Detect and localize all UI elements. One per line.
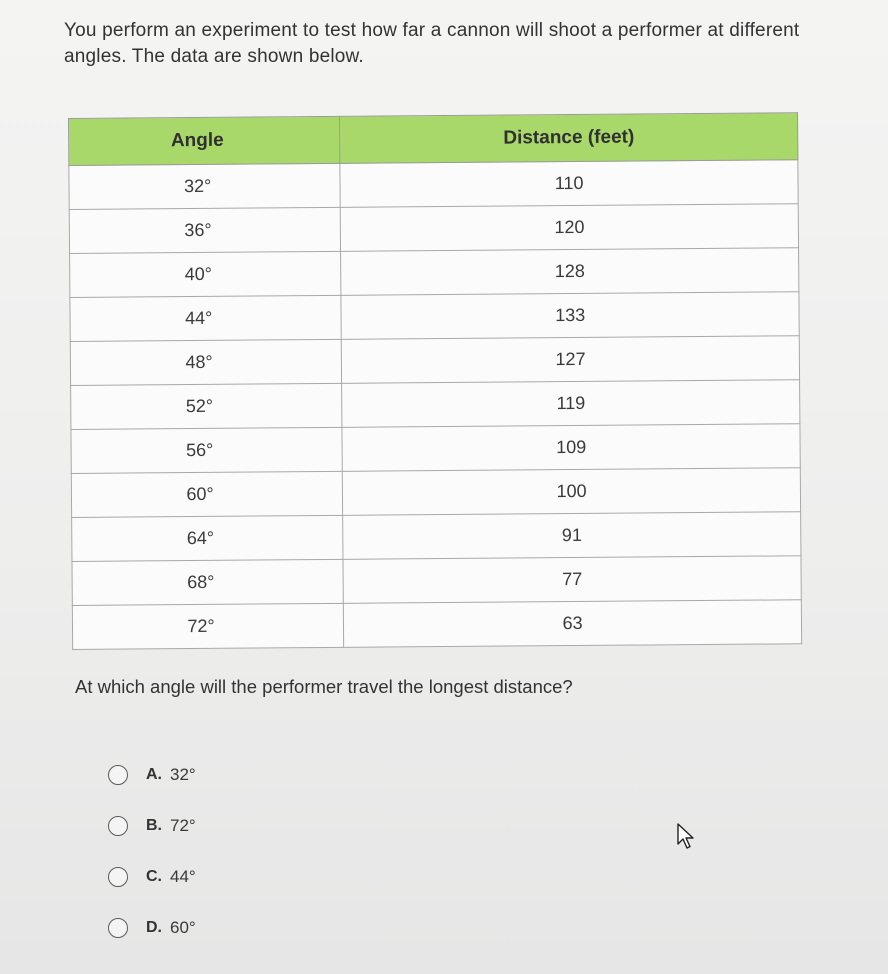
distance-cell: 127 xyxy=(341,336,799,384)
header-distance: Distance (feet) xyxy=(340,113,798,164)
radio-button-b[interactable] xyxy=(108,816,128,836)
distance-cell: 63 xyxy=(344,600,802,648)
distance-cell: 109 xyxy=(342,424,800,472)
option-label[interactable]: 44° xyxy=(170,867,196,886)
table-row xyxy=(70,336,799,386)
distance-cell: 91 xyxy=(343,512,801,560)
angle-cell: 68° xyxy=(72,559,344,605)
distance-cell: 119 xyxy=(342,380,800,428)
angle-cell: 44° xyxy=(70,295,342,341)
angle-cell: 48° xyxy=(70,339,342,385)
table-row xyxy=(72,600,801,650)
option-label[interactable]: 60° xyxy=(170,918,196,937)
option-label[interactable]: 72° xyxy=(170,816,196,835)
table-row xyxy=(70,248,799,298)
table-row xyxy=(69,204,798,254)
option-b[interactable] xyxy=(108,813,196,839)
table-header-row xyxy=(69,113,798,166)
table-row xyxy=(70,292,799,342)
option-c[interactable] xyxy=(108,864,196,890)
distance-cell: 77 xyxy=(343,556,801,604)
distance-cell: 128 xyxy=(341,248,799,296)
header-angle: Angle xyxy=(69,116,341,165)
distance-cell: 120 xyxy=(340,204,798,252)
angle-cell: 56° xyxy=(71,427,343,473)
radio-button-d[interactable] xyxy=(108,918,128,938)
angle-cell: 72° xyxy=(72,603,344,649)
distance-cell: 100 xyxy=(343,468,801,516)
data-table xyxy=(68,112,802,650)
table-row xyxy=(71,380,800,430)
option-a[interactable] xyxy=(108,762,196,788)
angle-cell: 52° xyxy=(71,383,343,429)
mouse-pointer-icon xyxy=(676,822,698,855)
option-label[interactable]: 32° xyxy=(170,765,196,784)
angle-cell: 40° xyxy=(70,251,342,297)
angle-cell: 36° xyxy=(69,207,341,253)
table-row xyxy=(71,468,800,518)
question-text: At which angle will the performer travel the longest distance? xyxy=(75,676,573,697)
angle-cell: 60° xyxy=(71,471,343,517)
angle-cell: 64° xyxy=(72,515,344,561)
option-letter: B. xyxy=(146,817,162,834)
table-row xyxy=(71,424,800,474)
intro-text: You perform an experiment to test how far a cannon will shoot a performer at different angles. The data are shown below. xyxy=(64,20,800,67)
table-row xyxy=(72,556,801,606)
distance-cell: 110 xyxy=(340,160,798,208)
angle-cell: 32° xyxy=(69,163,341,209)
option-letter: D. xyxy=(146,919,162,936)
radio-button-c[interactable] xyxy=(108,867,128,887)
distance-cell: 133 xyxy=(341,292,799,340)
option-letter: C. xyxy=(146,868,162,885)
radio-button-a[interactable] xyxy=(108,765,128,785)
option-d[interactable] xyxy=(108,915,196,941)
table-row xyxy=(69,160,798,210)
answer-options xyxy=(108,762,196,966)
table-row xyxy=(72,512,801,562)
option-letter: A. xyxy=(146,766,162,783)
